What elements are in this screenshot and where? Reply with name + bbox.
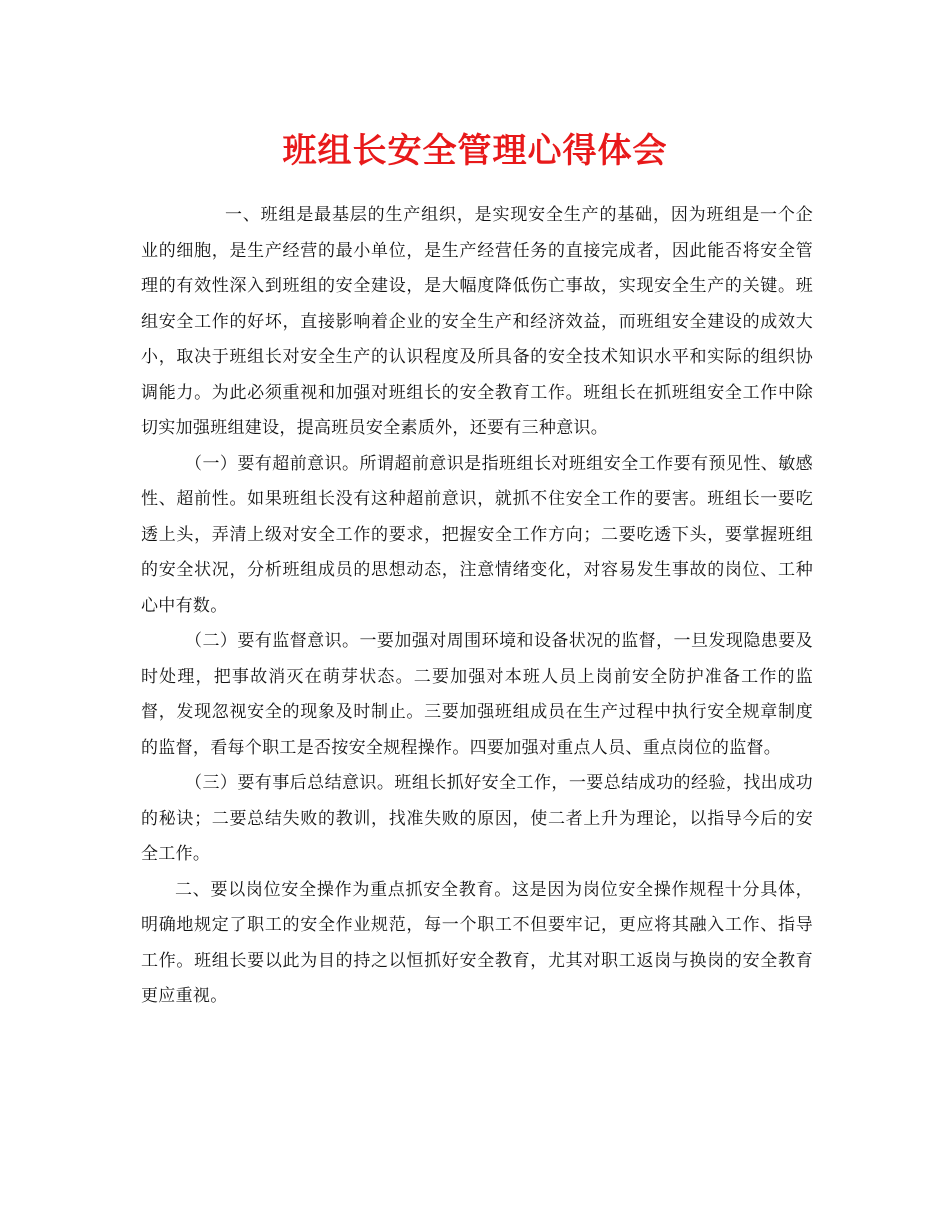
paragraph-item-two: （二）要有监督意识。一要加强对周围环境和设备状况的监督，一旦发现隐患要及时处理，把事故消灭在萌芽状态。二要加强对本班人员上岗前安全防护准备工作的监督，发现忽视安全的现象及时制止。三要加强班组成员在生产过程中执行安全规章制度的监督，看每个职工是否按安全规程操作。四要加强对重点人员、重点岗位的监督。	[141, 631, 813, 758]
paragraph-item-one: （一）要有超前意识。所谓超前意识是指班组长对班组安全工作要有预见性、敏感性、超前性。如果班组长没有这种超前意识，就抓不住安全工作的要害。班组长一要吃透上头，弄清上级对安全工作的要求，把握安全工作方向；二要吃透下头，要掌握班组的安全状况，分析班组成员的思想动态，注意情绪变化，对容易发生事故的岗位、工种心中有数。	[141, 453, 813, 616]
document-body	[141, 198, 813, 1015]
paragraph-item-three: （三）要有事后总结意识。班组长抓好安全工作，一要总结成功的经验，找出成功的秘诀；二要总结失败的教训，找准失败的原因，使二者上升为理论，以指导今后的安全工作。	[141, 773, 813, 864]
document-title: 班组长安全管理心得体会	[282, 131, 668, 171]
paragraph-section-one: 一、班组是最基层的生产组织，是实现安全生产的基础，因为班组是一个企业的细胞，是生产经营的最小单位，是生产经营任务的直接完成者，因此能否将安全管理的有效性深入到班组的安全建设，是大幅度降低伤亡事故，实现安全生产的关键。班组安全工作的好坏，直接影响着企业的安全生产和经济效益，而班组安全建设的成效大小，取决于班组长对安全生产的认识程度及所具备的安全技术知识水平和实际的组织协调能力。为此必须重视和加强对班组长的安全教育工作。班组长在抓班组安全工作中除切实加强班组建设，提高班员安全素质外，还要有三种意识。	[141, 205, 813, 438]
paragraph-section-two: 二、要以岗位安全操作为重点抓安全教育。这是因为岗位安全操作规程十分具体，明确地规定了职工的安全作业规范，每一个职工不但要牢记，更应将其融入工作、指导工作。班组长要以此为目的持之以恒抓好安全教育，尤其对职工返岗与换岗的安全教育更应重视。	[141, 879, 813, 1006]
